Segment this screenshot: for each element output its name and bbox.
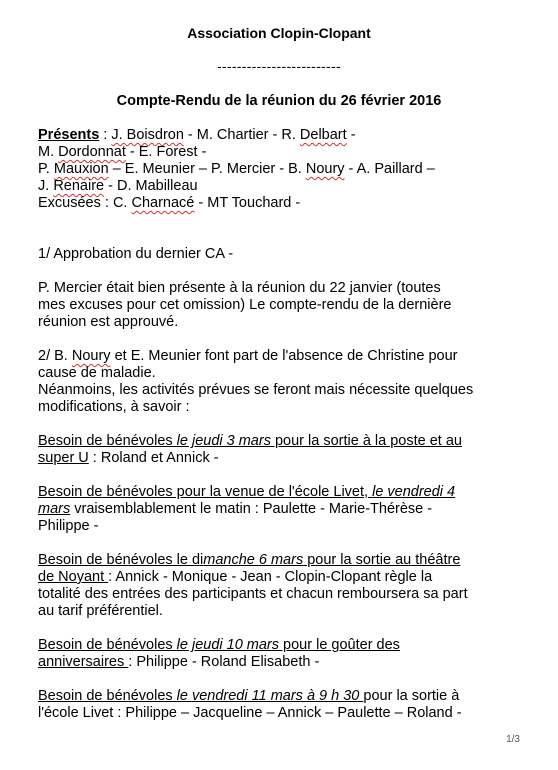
spellcheck-word: Delbart [299, 127, 347, 143]
attendees-line-1: Présents : J. Boisdron - M. Chartier - R. Delbart - [38, 127, 356, 143]
spellcheck-word: Charnacé [131, 195, 195, 211]
spellcheck-word: Mauxion [53, 161, 109, 177]
page-number: 1/3 [506, 734, 520, 745]
attendees-line-2: M. Dordonnat - E. Forest - [38, 144, 207, 160]
volunteer-need-5: Besoin de bénévoles le vendredi 11 mars à 9 h 30 pour la sortie à l'école Livet : Philippe – Jacqueline – Annick – Paulette – Roland - [38, 688, 462, 721]
volunteer-need-2: Besoin de bénévoles pour la venue de l'école Livet, le vendredi 4 mars vraisemblablement le matin : Paulette - Marie-Thérèse - Philippe - [38, 484, 456, 534]
spellcheck-word: J. Boisdron [111, 127, 184, 143]
document-title: Association Clopin-Clopant [187, 25, 371, 41]
attendees-line-3: P. Mauxion – E. Meunier – P. Mercier - B. Noury - A. Paillard – [38, 161, 435, 177]
excused-line: Excusées : C. Charnacé - MT Touchard - [38, 195, 301, 211]
spellcheck-word: Noury [71, 348, 111, 364]
volunteer-need-1: Besoin de bénévoles le jeudi 3 mars pour la sortie à la poste et au super U : Roland et Annick - [38, 433, 462, 466]
attendees-line-4: J. Renaire - D. Mabilleau [38, 178, 198, 194]
meeting-subtitle: Compte-Rendu de la réunion du 26 février 2016 [116, 93, 442, 109]
spellcheck-word: Renaire [53, 178, 105, 194]
section-2-text: 2/ B. Noury et E. Meunier font part de l'absence de Christine pour cause de maladie. Néanmoins, les activités prévues se feront mais nécessite quelques modifications, à savoir : [38, 348, 474, 415]
spellcheck-word: Noury [305, 161, 345, 177]
volunteer-need-3: Besoin de bénévoles le dimanche 6 mars pour la sortie au théâtre de Noyant : Annick - Monique - Jean - Clopin-Clopant règle la totalité des entrées des participants et chacun remboursera sa part au tarif préférentiel. [38, 552, 468, 619]
title-separator: ------------------------- [216, 58, 342, 74]
section-1-heading: 1/ Approbation du dernier CA - [38, 246, 234, 262]
attendees-block [38, 127, 520, 212]
spellcheck-word: Dordonnat [58, 144, 126, 160]
section-1-text: P. Mercier était bien présente à la réunion du 22 janvier (toutes mes excuses pour cet omission) Le compte-rendu de la dernière réunion est approuvé. [38, 280, 452, 330]
presents-label: Présents [38, 127, 100, 143]
volunteer-need-4: Besoin de bénévoles le jeudi 10 mars pour le goûter des anniversaires : Philippe - Roland Elisabeth - [38, 637, 400, 670]
